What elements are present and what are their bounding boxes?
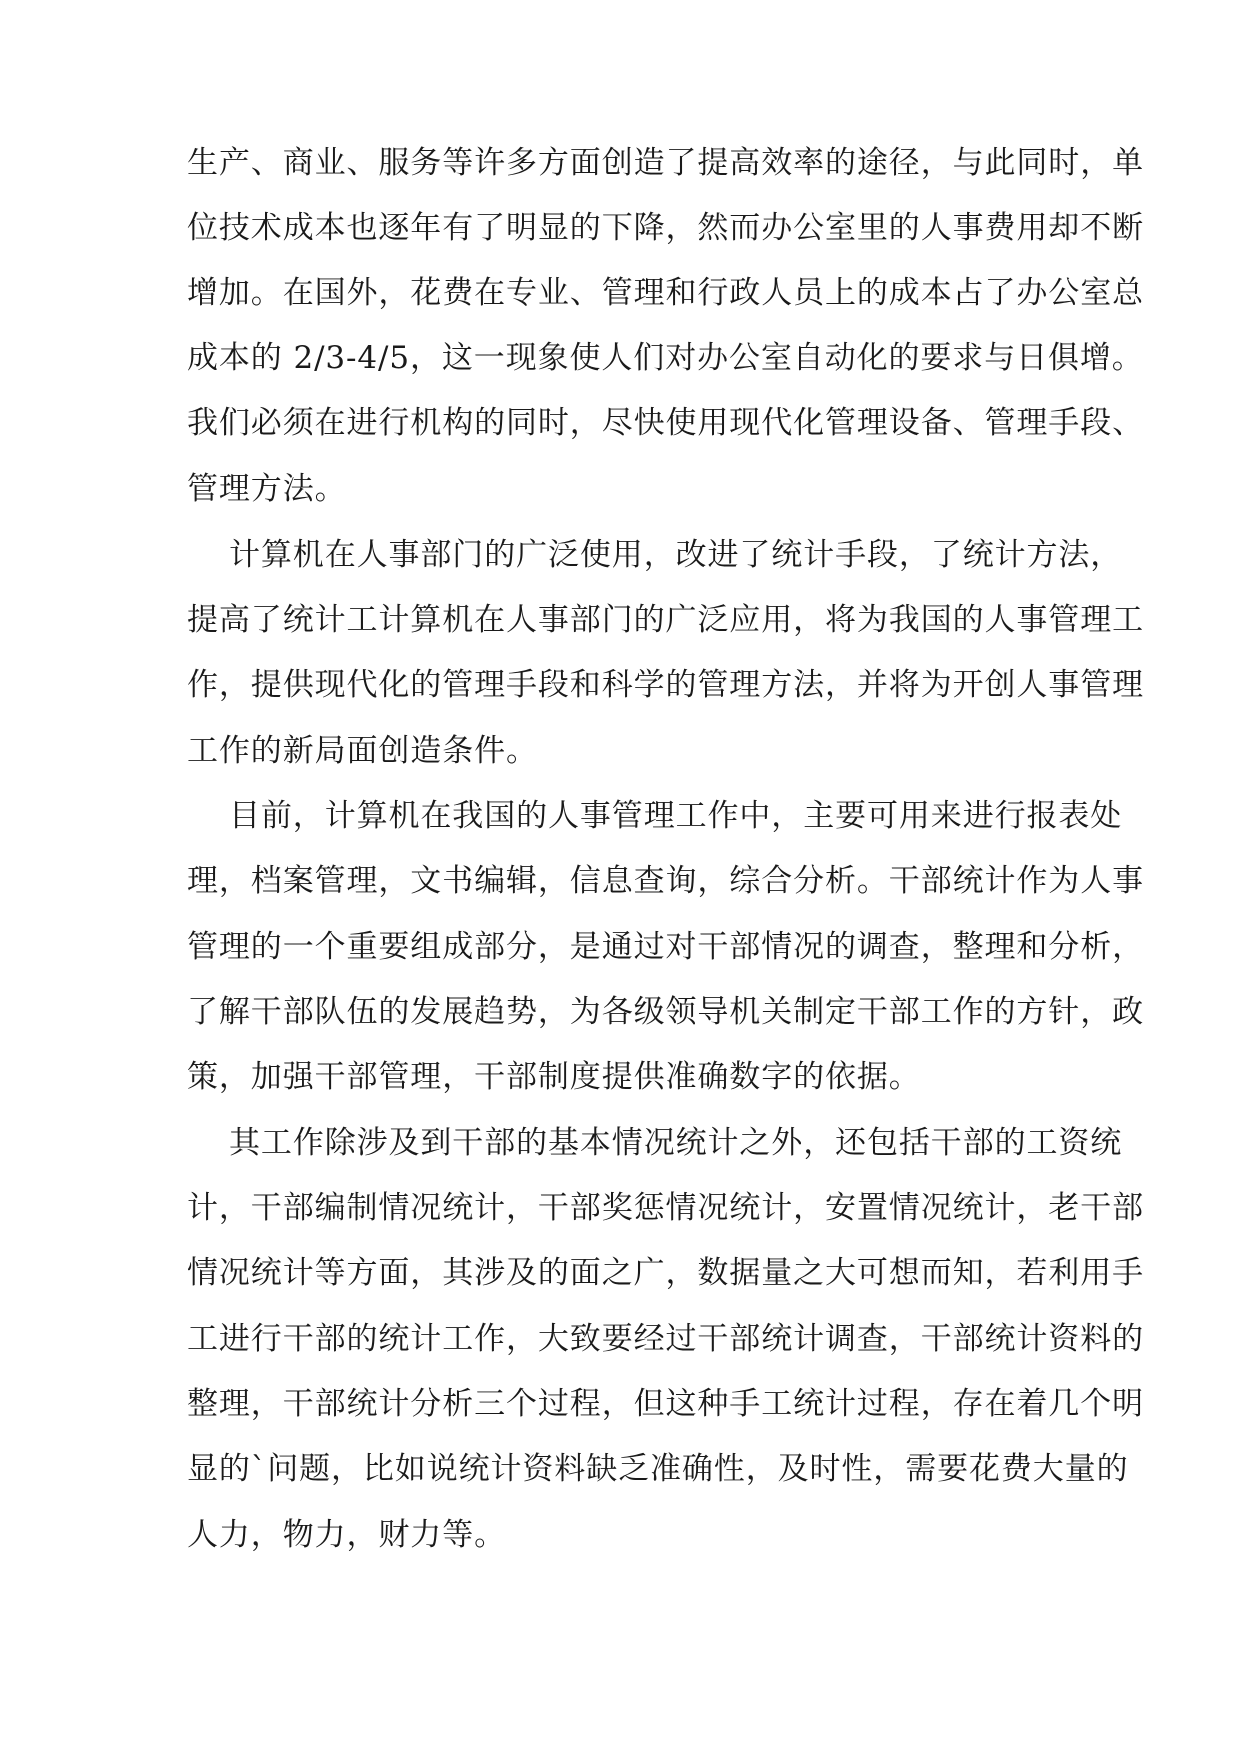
text-line: 情况统计等方面，其涉及的面之广，数据量之大可想而知，若利用手 (187, 1255, 1144, 1291)
text-line: 增加。在国外，花费在专业、管理和行政人员上的成本占了办公室总 (187, 275, 1144, 311)
text-line: 了解干部队伍的发展趋势，为各级领导机关制定干部工作的方针，政 (187, 994, 1144, 1030)
text-line: 计，干部编制情况统计，干部奖惩情况统计，安置情况统计，老干部 (187, 1190, 1144, 1226)
text-line: 工进行干部的统计工作，大致要经过干部统计调查，干部统计资料的 (187, 1321, 1144, 1357)
text-line: 工作的新局面创造条件。 (187, 733, 538, 769)
text-line: 人力，物力，财力等。 (187, 1517, 506, 1553)
text-line: 我们必须在进行机构的同时，尽快使用现代化管理设备、管理手段、 (187, 405, 1144, 441)
text-line: 生产、商业、服务等许多方面创造了提高效率的途径，与此同时，单 (187, 145, 1144, 181)
text-line: 管理的一个重要组成部分，是通过对干部情况的调查，整理和分析， (187, 929, 1144, 965)
text-line: 成本的 2/3-4/5，这一现象使人们对办公室自动化的要求与日俱增。 (187, 340, 1144, 376)
text-line: 其工作除涉及到干部的基本情况统计之外，还包括干部的工资统 (229, 1125, 1123, 1161)
text-line: 目前，计算机在我国的人事管理工作中，主要可用来进行报表处 (229, 798, 1123, 834)
text-line: 管理方法。 (187, 471, 347, 507)
text-line: 作，提供现代化的管理手段和科学的管理方法，并将为开创人事管理 (187, 667, 1144, 703)
text-line: 显的`问题，比如说统计资料缺乏准确性，及时性，需要花费大量的 (187, 1451, 1129, 1487)
text-line: 理，档案管理，文书编辑，信息查询，综合分析。干部统计作为人事 (187, 863, 1144, 899)
text-line: 计算机在人事部门的广泛使用，改进了统计手段，了统计方法， (229, 537, 1123, 573)
text-line: 位技术成本也逐年有了明显的下降，然而办公室里的人事费用却不断 (187, 210, 1144, 246)
text-line: 整理，干部统计分析三个过程，但这种手工统计过程，存在着几个明 (187, 1386, 1144, 1422)
text-line: 策，加强干部管理，干部制度提供准确数字的依据。 (187, 1059, 921, 1095)
text-line: 提高了统计工计算机在人事部门的广泛应用，将为我国的人事管理工 (187, 602, 1144, 638)
